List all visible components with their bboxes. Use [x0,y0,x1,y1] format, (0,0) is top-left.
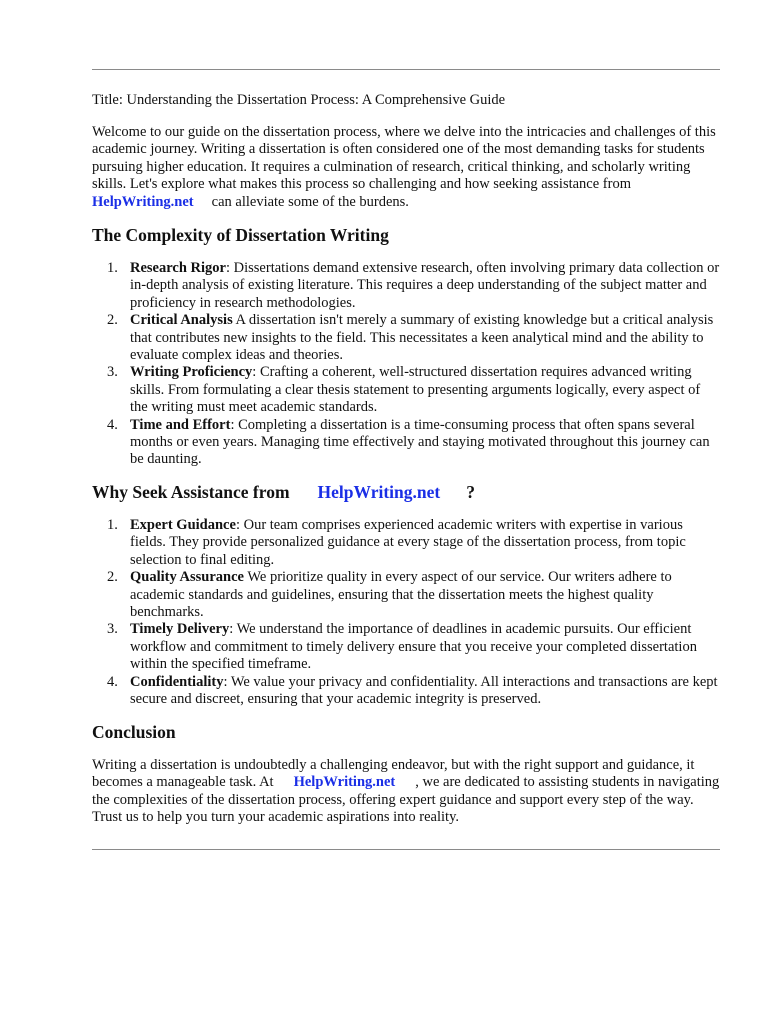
section1-list [92,260,720,469]
list-item [92,674,720,709]
list-item [92,312,720,364]
intro-paragraph [92,124,720,211]
list-item [92,621,720,673]
intro-text-end: can alleviate some of the burdens. [211,193,409,210]
item-term: Confidentiality [130,673,224,690]
item-text: : We understand the importance of deadlines in academic pursuits. Our efficient workflow and commitment to timely delivery ensure that you receive your completed dissertation within the specified timeframe. [130,621,697,673]
document-title: Title: Understanding the Dissertation Process: A Comprehensive Guide [92,92,506,108]
item-number: 1. [107,260,118,276]
conclusion-helpwriting-link[interactable]: HelpWriting.net [293,774,396,791]
item-number: 2. [107,569,118,586]
section2-heading-qmark: ? [466,482,475,502]
section2-heading-text: Why Seek Assistance from [92,482,290,502]
list-item [92,364,720,416]
conclusion-text: Writing a dissertation is undoubtedly a challenging endeavor, but with the right support and guidance, it becomes a manageable task. At [92,757,695,791]
item-text: : Dissertations demand extensive research, often involving primary data collection or in-depth analysis of existing literature. This requires a deep understanding of the subject matter and proficiency in research methodologies. [130,260,720,311]
item-number: 3. [107,621,118,638]
item-text: A dissertation isn't merely a summary of existing knowledge but a critical analysis that contributes new insights to the field. This necessitates a keen analytical mind and the ability to evaluate complex ideas and theories. [130,312,714,364]
item-number: 3. [107,364,118,381]
item-text: : We value your privacy and confidentiality. All interactions and transactions are kept secure and discreet, ensuring that your academic integrity is preserved. [130,673,718,708]
intro-helpwriting-link[interactable]: HelpWriting.net [92,193,194,210]
list-item [92,417,720,469]
item-term: Writing Proficiency [130,364,253,381]
item-text: We prioritize quality in every aspect of our service. Our writers adhere to academic standards and guidelines, ensuring that the dissertation meets the highest quality benchmarks. [130,569,672,621]
item-term: Timely Delivery [130,621,230,638]
section2-heading [92,482,475,503]
conclusion-heading: Conclusion [92,722,176,742]
item-text: : Crafting a coherent, well-structured dissertation requires advanced writing skills. From formulating a clear thesis statement to presenting arguments logically, every aspect of the writing must meet academic standards. [130,364,701,416]
list-item [92,517,720,569]
item-number: 4. [107,673,118,690]
item-term: Critical Analysis [130,312,233,329]
item-number: 4. [107,416,118,433]
item-number: 2. [107,312,118,329]
item-text: : Completing a dissertation is a time-consuming process that often spans several months or even years. Managing time effectively and staying motivated throughout this journey can be daunting. [130,416,710,468]
section2-list [92,517,720,708]
section2-helpwriting-link[interactable]: HelpWriting.net [317,482,441,502]
item-term: Research Rigor [130,260,226,276]
intro-text: Welcome to our guide on the dissertation process, where we delve into the intricacies and challenges of this academic journey. Writing a dissertation is often considered one of the most demanding tasks for students pursuing higher education. It requires a culmination of research, critical thinking, and scholarly writing skills. Let's explore what makes this process so challenging and how seeking assistance from [92,124,716,193]
bottom-divider [92,849,720,850]
item-term: Time and Effort [130,416,231,433]
item-number: 1. [107,517,118,533]
list-item [92,569,720,621]
item-term: Expert Guidance [130,517,236,533]
list-item [92,260,720,312]
conclusion-paragraph [92,757,720,827]
item-text: : Our team comprises experienced academic writers with expertise in various fields. They provide personalized guidance at every stage of the dissertation process, from topic selection to final editing. [130,517,686,568]
item-term: Quality Assurance [130,569,244,586]
top-divider [92,69,720,70]
section1-heading: The Complexity of Dissertation Writing [92,225,389,245]
conclusion-text-end: , we are dedicated to assisting students in navigating the complexities of the dissertation process, offering expert guidance and support every step of the way. Trust us to help you turn your academic aspirations into reality. [92,774,720,826]
